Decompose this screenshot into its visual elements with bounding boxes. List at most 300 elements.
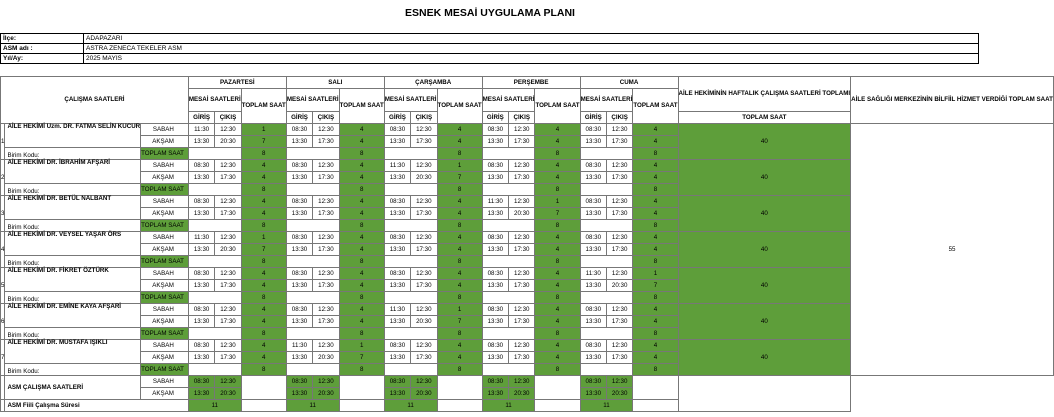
blank-cell — [339, 376, 384, 400]
time-cell: 13:30 — [188, 208, 214, 220]
blank-cell — [535, 376, 580, 400]
time-cell: 17:30 — [411, 352, 437, 364]
weekly-header: AİLE HEKİMİNİN HAFTALIK ÇALIŞMA SAATLERİ TOPLAMI — [678, 77, 851, 112]
hours-cell: 4 — [535, 352, 580, 364]
hours-cell: 4 — [535, 172, 580, 184]
time-cell: 12:30 — [411, 160, 437, 172]
time-cell: 08:30 — [384, 232, 410, 244]
sabah-label: SABAH — [141, 124, 189, 136]
time-cell: 08:30 — [188, 340, 214, 352]
giris-header: GİRİŞ — [482, 112, 508, 124]
day-total: 8 — [633, 256, 678, 268]
time-cell: 13:30 — [580, 172, 606, 184]
day-total: 8 — [633, 184, 678, 196]
hours-cell: 4 — [437, 340, 482, 352]
hours-cell: 4 — [535, 136, 580, 148]
time-cell: 12:30 — [215, 304, 241, 316]
time-cell: 08:30 — [482, 304, 508, 316]
row-number: 6 — [1, 304, 5, 340]
time-cell: 08:30 — [384, 268, 410, 280]
cikis-header: ÇIKIŞ — [313, 112, 339, 124]
time-cell: 13:30 — [286, 280, 312, 292]
hours-cell: 4 — [339, 232, 384, 244]
day-total: 8 — [437, 256, 482, 268]
time-cell: 17:30 — [313, 316, 339, 328]
time-cell: 12:30 — [509, 160, 535, 172]
hours-cell: 4 — [339, 316, 384, 328]
day-total: 8 — [241, 256, 286, 268]
time-cell: 12:30 — [509, 196, 535, 208]
aksam-label: AKŞAM — [141, 388, 189, 400]
blank-cell — [384, 184, 437, 196]
hours-cell: 4 — [241, 280, 286, 292]
time-cell: 12:30 — [215, 124, 241, 136]
time-cell: 17:30 — [313, 172, 339, 184]
sabah-label: SABAH — [141, 376, 189, 388]
day-total: 8 — [241, 292, 286, 304]
blank-cell — [384, 220, 437, 232]
time-cell: 12:30 — [215, 340, 241, 352]
time-cell: 20:30 — [411, 172, 437, 184]
time-cell: 17:30 — [215, 172, 241, 184]
time-cell: 13:30 — [384, 208, 410, 220]
time-cell: 12:30 — [509, 232, 535, 244]
mesai-header: MESAİ SAATLERİ — [188, 89, 241, 112]
hours-cell: 1 — [437, 160, 482, 172]
time-cell: 12:30 — [411, 340, 437, 352]
hours-cell: 4 — [437, 352, 482, 364]
blank-cell — [580, 292, 633, 304]
time-cell: 13:30 — [482, 316, 508, 328]
time-cell: 11:30 — [580, 268, 606, 280]
hours-cell: 4 — [339, 196, 384, 208]
hours-cell: 4 — [633, 244, 678, 256]
day-total: 8 — [339, 364, 384, 376]
time-cell: 08:30 — [580, 232, 606, 244]
day-total: 8 — [633, 328, 678, 340]
time-cell: 08:30 — [286, 268, 312, 280]
day-total: 8 — [633, 148, 678, 160]
time-cell: 20:30 — [215, 136, 241, 148]
hours-cell: 7 — [339, 352, 384, 364]
time-cell: 11:30 — [384, 160, 410, 172]
hours-cell: 1 — [437, 304, 482, 316]
row-number: 5 — [1, 268, 5, 304]
birim-label: Birim Kodu: — [5, 292, 141, 304]
blank-cell — [437, 376, 482, 400]
hours-cell: 4 — [241, 208, 286, 220]
hours-cell: 4 — [339, 268, 384, 280]
hours-cell: 4 — [535, 280, 580, 292]
toplam-saat-label: TOPLAM SAAT — [141, 292, 189, 304]
blank-cell — [384, 364, 437, 376]
time-cell: 08:30 — [580, 304, 606, 316]
toplam-saat-label: TOPLAM SAAT — [141, 256, 189, 268]
time-cell: 17:30 — [509, 136, 535, 148]
time-cell: 13:30 — [286, 244, 312, 256]
day-total: 8 — [437, 148, 482, 160]
blank-cell — [482, 184, 535, 196]
asm-time: 13:30 — [482, 388, 508, 400]
day-header: PAZARTESİ — [188, 77, 286, 89]
giris-header: GİRİŞ — [188, 112, 214, 124]
blank-cell — [384, 256, 437, 268]
blank-cell — [482, 148, 535, 160]
time-cell: 17:30 — [606, 172, 632, 184]
mesai-header: MESAİ SAATLERİ — [482, 89, 535, 112]
hours-cell: 4 — [437, 268, 482, 280]
time-cell: 13:30 — [188, 136, 214, 148]
toplam-header: TOPLAM SAAT — [633, 89, 678, 124]
time-cell: 12:30 — [313, 304, 339, 316]
time-cell: 12:30 — [606, 304, 632, 316]
info-value: 2025 MAYIS — [84, 54, 979, 64]
asm-total-header: AİLE SAĞLIĞI MERKEZİNİN BİLFİİL HİZMET VERDİĞİ TOPLAM SAAT — [851, 77, 1054, 124]
hours-cell: 4 — [339, 172, 384, 184]
sabah-label: SABAH — [141, 304, 189, 316]
blank-cell — [580, 220, 633, 232]
hours-cell: 7 — [437, 172, 482, 184]
day-total: 8 — [437, 364, 482, 376]
time-cell: 08:30 — [384, 124, 410, 136]
asm-row — [1, 388, 1054, 400]
hours-cell: 1 — [241, 232, 286, 244]
day-total: 8 — [535, 148, 580, 160]
asm-time: 20:30 — [313, 388, 339, 400]
hours-cell: 4 — [241, 304, 286, 316]
blank-cell — [384, 148, 437, 160]
day-total: 8 — [535, 184, 580, 196]
time-cell: 12:30 — [215, 160, 241, 172]
page-title: ESNEK MESAİ UYGULAMA PLANI — [405, 7, 575, 19]
time-cell: 20:30 — [606, 280, 632, 292]
day-total: 8 — [437, 328, 482, 340]
info-key: Yıl/Ay: — [1, 54, 84, 64]
blank-cell — [286, 184, 339, 196]
hours-cell: 7 — [633, 280, 678, 292]
hours-cell: 4 — [241, 352, 286, 364]
blank-cell — [286, 328, 339, 340]
time-cell: 20:30 — [313, 352, 339, 364]
hours-cell: 4 — [535, 244, 580, 256]
time-cell: 13:30 — [188, 316, 214, 328]
time-cell: 13:30 — [286, 352, 312, 364]
hours-cell: 4 — [437, 124, 482, 136]
info-value: ASTRA ZENECA TEKELER ASM — [84, 44, 979, 54]
blank-cell — [482, 220, 535, 232]
time-cell: 17:30 — [509, 316, 535, 328]
time-cell: 12:30 — [313, 268, 339, 280]
time-cell: 12:30 — [606, 196, 632, 208]
day-header: PERŞEMBE — [482, 77, 580, 89]
hours-cell: 7 — [535, 208, 580, 220]
blank-cell — [188, 292, 241, 304]
hours-cell: 4 — [437, 244, 482, 256]
time-cell: 17:30 — [313, 280, 339, 292]
asm-time: 20:30 — [606, 388, 632, 400]
hours-cell: 4 — [241, 268, 286, 280]
giris-header: GİRİŞ — [286, 112, 312, 124]
info-table — [0, 33, 979, 64]
asm-time: 12:30 — [215, 376, 241, 388]
time-cell: 17:30 — [313, 244, 339, 256]
day-total: 8 — [633, 292, 678, 304]
time-cell: 17:30 — [215, 352, 241, 364]
info-row — [1, 34, 979, 44]
time-cell: 17:30 — [509, 172, 535, 184]
row-number: 2 — [1, 160, 5, 196]
hours-cell: 4 — [241, 196, 286, 208]
time-cell: 11:30 — [188, 232, 214, 244]
time-cell: 08:30 — [188, 160, 214, 172]
blank-cell — [286, 148, 339, 160]
blank-cell — [633, 400, 678, 412]
time-cell: 08:30 — [482, 124, 508, 136]
time-cell: 12:30 — [509, 340, 535, 352]
time-cell: 13:30 — [482, 208, 508, 220]
asm-time: 13:30 — [580, 388, 606, 400]
aksam-label: AKŞAM — [141, 136, 189, 148]
time-cell: 17:30 — [411, 280, 437, 292]
asm-fiili-value: 11 — [286, 400, 339, 412]
day-total: 8 — [339, 220, 384, 232]
hours-cell: 4 — [633, 124, 678, 136]
time-cell: 17:30 — [606, 208, 632, 220]
time-cell: 12:30 — [313, 340, 339, 352]
time-cell: 12:30 — [509, 124, 535, 136]
hours-cell: 4 — [633, 136, 678, 148]
day-total: 8 — [241, 148, 286, 160]
hours-cell: 1 — [633, 268, 678, 280]
time-cell: 12:30 — [215, 268, 241, 280]
blank-cell — [678, 376, 851, 412]
asm-total: 55 — [851, 124, 1054, 376]
asm-time: 08:30 — [286, 376, 312, 388]
blank-cell — [188, 328, 241, 340]
blank-cell — [482, 328, 535, 340]
doctor-name: AİLE HEKİMİ Uzm. DR. FATMA SELİN KUCUR — [5, 124, 141, 148]
time-cell: 12:30 — [509, 268, 535, 280]
hours-cell: 4 — [437, 208, 482, 220]
blank-cell — [339, 400, 384, 412]
cikis-header: ÇIKIŞ — [606, 112, 632, 124]
time-cell: 11:30 — [384, 304, 410, 316]
day-total: 8 — [535, 328, 580, 340]
mesai-header: MESAİ SAATLERİ — [580, 89, 633, 112]
asm-fiili-value: 11 — [384, 400, 437, 412]
sabah-label: SABAH — [141, 340, 189, 352]
giris-header: GİRİŞ — [384, 112, 410, 124]
blank-cell — [482, 256, 535, 268]
time-cell: 08:30 — [384, 340, 410, 352]
time-cell: 08:30 — [482, 160, 508, 172]
asm-time: 08:30 — [384, 376, 410, 388]
hours-cell: 4 — [241, 340, 286, 352]
time-cell: 12:30 — [606, 232, 632, 244]
day-total: 8 — [535, 256, 580, 268]
blank-cell — [188, 220, 241, 232]
time-cell: 17:30 — [313, 136, 339, 148]
giris-header: GİRİŞ — [580, 112, 606, 124]
blank-cell — [384, 328, 437, 340]
blank-cell — [188, 256, 241, 268]
time-cell: 08:30 — [580, 160, 606, 172]
time-cell: 08:30 — [188, 268, 214, 280]
time-cell: 13:30 — [384, 352, 410, 364]
info-row — [1, 44, 979, 54]
hours-cell: 4 — [633, 316, 678, 328]
toplam-header: TOPLAM SAAT — [535, 89, 580, 124]
blank-cell — [437, 400, 482, 412]
time-cell: 12:30 — [411, 232, 437, 244]
time-cell: 13:30 — [580, 280, 606, 292]
blank-cell — [384, 292, 437, 304]
doctor-name: AİLE HEKİMİ DR. BETÜL NALBANT — [5, 196, 141, 220]
sabah-label: SABAH — [141, 196, 189, 208]
hours-cell: 4 — [535, 268, 580, 280]
time-cell: 08:30 — [286, 232, 312, 244]
hours-cell: 4 — [633, 172, 678, 184]
time-cell: 17:30 — [313, 208, 339, 220]
doctor-name: AİLE HEKİMİ DR. İBRAHİM AFŞARİ — [5, 160, 141, 184]
info-key: İlçe: — [1, 34, 84, 44]
blank-cell — [482, 364, 535, 376]
time-cell: 13:30 — [384, 280, 410, 292]
cikis-header: ÇIKIŞ — [509, 112, 535, 124]
asm-time: 08:30 — [188, 376, 214, 388]
row-number: 7 — [1, 340, 5, 376]
asm-time: 12:30 — [411, 376, 437, 388]
time-cell: 13:30 — [580, 316, 606, 328]
weekly-sub-header: TOPLAM SAAT — [678, 112, 851, 124]
time-cell: 12:30 — [411, 124, 437, 136]
birim-label: Birim Kodu: — [5, 364, 141, 376]
day-header: SALI — [286, 77, 384, 89]
time-cell: 08:30 — [482, 268, 508, 280]
time-cell: 13:30 — [188, 352, 214, 364]
asm-fiili-value: 11 — [188, 400, 241, 412]
time-cell: 17:30 — [509, 352, 535, 364]
blank-cell — [580, 184, 633, 196]
time-cell: 13:30 — [384, 244, 410, 256]
time-cell: 17:30 — [215, 316, 241, 328]
weekly-total: 40 — [678, 340, 851, 376]
time-cell: 11:30 — [482, 196, 508, 208]
time-cell: 12:30 — [313, 232, 339, 244]
blank-cell — [580, 328, 633, 340]
toplam-saat-label: TOPLAM SAAT — [141, 184, 189, 196]
time-cell: 13:30 — [286, 316, 312, 328]
day-total: 8 — [339, 328, 384, 340]
doctor-name: AİLE HEKİMİ DR. MUSTAFA IŞIKLI — [5, 340, 141, 364]
time-cell: 13:30 — [384, 136, 410, 148]
time-cell: 08:30 — [188, 304, 214, 316]
birim-label: Birim Kodu: — [5, 256, 141, 268]
asm-time: 08:30 — [580, 376, 606, 388]
time-cell: 08:30 — [482, 340, 508, 352]
day-total: 8 — [633, 364, 678, 376]
blank-cell — [482, 292, 535, 304]
day-total: 8 — [339, 148, 384, 160]
hours-cell: 4 — [339, 244, 384, 256]
hours-cell: 4 — [241, 172, 286, 184]
time-cell: 12:30 — [411, 304, 437, 316]
time-cell: 17:30 — [606, 244, 632, 256]
time-cell: 17:30 — [606, 136, 632, 148]
day-total: 8 — [339, 184, 384, 196]
time-cell: 13:30 — [482, 280, 508, 292]
time-cell: 08:30 — [384, 196, 410, 208]
day-total: 8 — [339, 292, 384, 304]
asm-time: 12:30 — [606, 376, 632, 388]
day-total: 8 — [437, 220, 482, 232]
hours-cell: 4 — [535, 232, 580, 244]
aksam-label: AKŞAM — [141, 208, 189, 220]
time-cell: 17:30 — [215, 208, 241, 220]
time-cell: 08:30 — [188, 196, 214, 208]
time-cell: 17:30 — [411, 208, 437, 220]
mesai-header: MESAİ SAATLERİ — [384, 89, 437, 112]
hours-cell: 4 — [241, 160, 286, 172]
day-total: 8 — [241, 364, 286, 376]
aksam-label: AKŞAM — [141, 352, 189, 364]
time-cell: 13:30 — [580, 208, 606, 220]
time-cell: 11:30 — [286, 340, 312, 352]
time-cell: 13:30 — [482, 136, 508, 148]
time-cell: 13:30 — [286, 208, 312, 220]
hours-cell: 7 — [437, 316, 482, 328]
day-total: 8 — [535, 292, 580, 304]
day-total: 8 — [339, 256, 384, 268]
asm-time: 20:30 — [509, 388, 535, 400]
doctor-name: AİLE HEKİMİ DR. FİKRET ÖZTÜRK — [5, 268, 141, 292]
row-number: 4 — [1, 232, 5, 268]
hours-cell: 1 — [241, 124, 286, 136]
table-row — [1, 124, 1054, 136]
asm-fiili-label: ASM Fiili Çalışma Süresi — [5, 400, 188, 412]
blank-cell — [188, 148, 241, 160]
birim-label: Birim Kodu: — [5, 184, 141, 196]
day-total: 8 — [437, 184, 482, 196]
asm-fiili-value: 11 — [580, 400, 633, 412]
hours-cell: 4 — [241, 316, 286, 328]
time-cell: 12:30 — [411, 268, 437, 280]
time-cell: 08:30 — [286, 160, 312, 172]
time-cell: 12:30 — [313, 196, 339, 208]
time-cell: 12:30 — [606, 124, 632, 136]
hours-cell: 4 — [535, 304, 580, 316]
time-cell: 11:30 — [188, 124, 214, 136]
hours-cell: 4 — [633, 160, 678, 172]
schedule-table — [0, 76, 1054, 412]
day-total: 8 — [241, 220, 286, 232]
blank-cell — [286, 292, 339, 304]
weekly-total: 40 — [678, 232, 851, 268]
toplam-header: TOPLAM SAAT — [241, 89, 286, 124]
asm-time: 08:30 — [482, 376, 508, 388]
time-cell: 17:30 — [411, 136, 437, 148]
row-number: 1 — [1, 124, 5, 160]
day-total: 8 — [241, 184, 286, 196]
time-cell: 17:30 — [509, 244, 535, 256]
info-value: ADAPAZARI — [84, 34, 979, 44]
weekly-total: 40 — [678, 304, 851, 340]
time-cell: 12:30 — [606, 340, 632, 352]
time-cell: 13:30 — [384, 316, 410, 328]
time-cell: 17:30 — [606, 316, 632, 328]
toplam-header: TOPLAM SAAT — [339, 89, 384, 124]
hours-cell: 4 — [339, 124, 384, 136]
